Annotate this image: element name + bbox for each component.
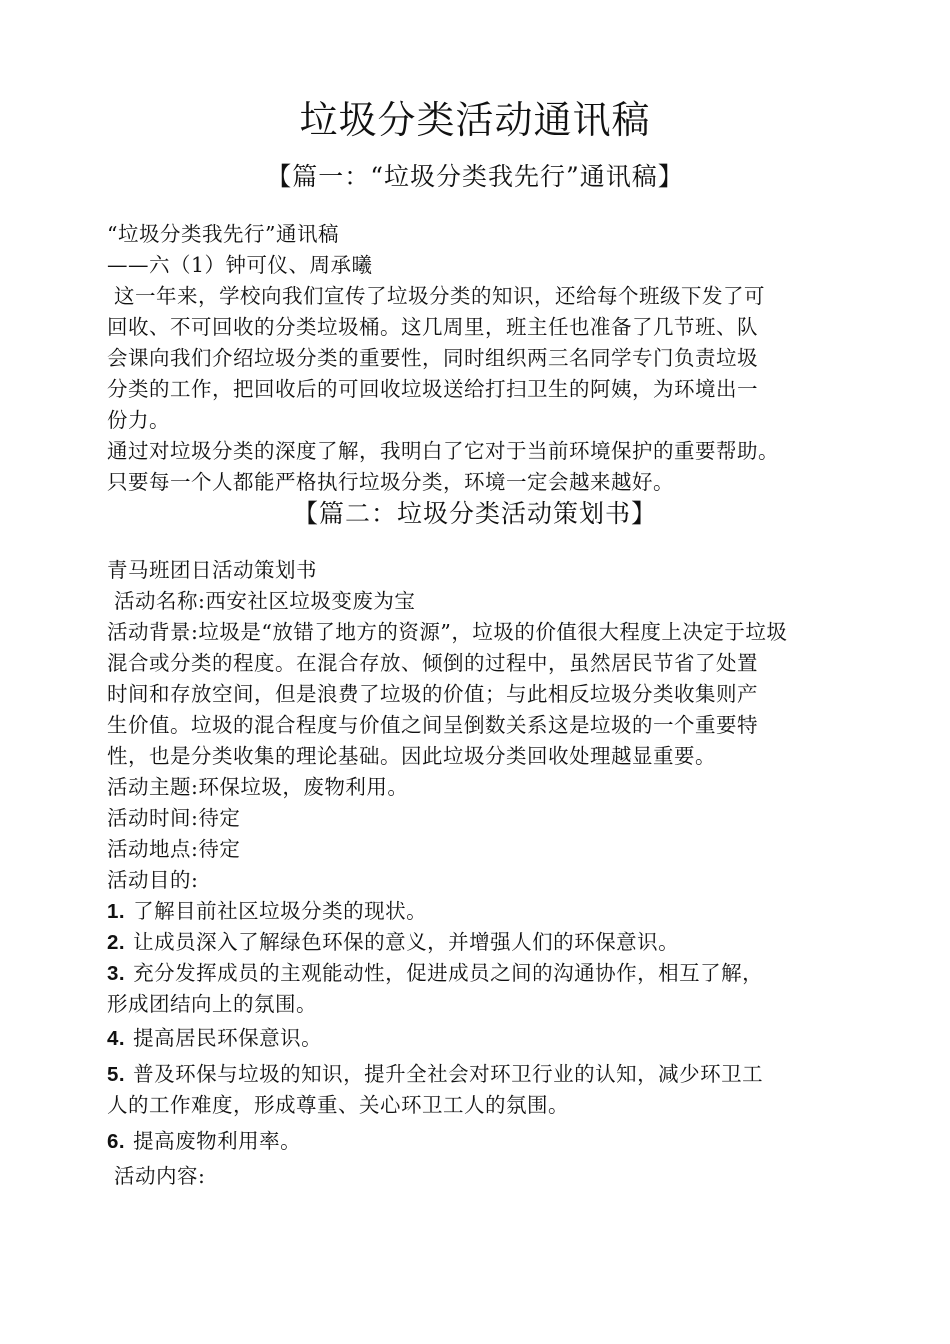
section-1-body [107, 219, 857, 498]
paragraph-line: 这一年来，学校向我们宣传了垃圾分类的知识，还给每个班级下发了可 [107, 284, 766, 308]
time-line: 活动时间:待定 [107, 806, 241, 830]
paragraph-line: 份力。 [107, 408, 170, 432]
paragraph-line: 通过对垃圾分类的深度了解，我明白了它对于当前环境保护的重要帮助。 [107, 439, 779, 463]
paragraph-line: 分类的工作，把回收后的可回收垃圾送给打扫卫生的阿姨，为环境出一 [107, 377, 758, 401]
background-line: 生价值。垃圾的混合程度与价值之间呈倒数关系这是垃圾的一个重要特 [107, 713, 758, 737]
goal-text-continued: 形成团结向上的氛围。 [107, 992, 317, 1016]
goal-item-6 [107, 1126, 857, 1157]
goals-label: 活动目的: [107, 868, 199, 892]
goal-item-2 [107, 927, 857, 958]
goal-text: 提高废物利用率。 [133, 1129, 302, 1153]
background-line: 时间和存放空间，但是浪费了垃圾的价值；与此相反垃圾分类收集则产 [107, 682, 758, 706]
content-label: 活动内容: [107, 1164, 206, 1188]
goal-item-4 [107, 1023, 857, 1054]
goal-text: 普及环保与垃圾的知识，提升全社会对环卫行业的认知，减少环卫工 [133, 1062, 764, 1086]
section-heading-1: 【篇一：“垃圾分类我先行”通讯稿】 [266, 162, 684, 191]
goal-text: 让成员深入了解绿色环保的意义，并增强人们的环保意识。 [133, 930, 680, 954]
goal-text-continued: 人的工作难度，形成尊重、关心环卫工人的氛围。 [107, 1093, 569, 1117]
background-line: 活动背景:垃圾是“放错了地方的资源”，垃圾的价值很大程度上决定于垃圾 [107, 620, 788, 644]
goal-number: 1. [107, 900, 126, 923]
goal-text: 了解目前社区垃圾分类的现状。 [133, 899, 428, 923]
plan-title-line: 青马班团日活动策划书 [107, 558, 317, 582]
goal-text: 充分发挥成员的主观能动性，促进成员之间的沟通协作，相互了解， [133, 961, 764, 985]
goal-text: 提高居民环保意识。 [133, 1026, 323, 1050]
goal-number: 5. [107, 1063, 126, 1086]
background-line: 性，也是分类收集的理论基础。因此垃圾分类回收处理越显重要。 [107, 744, 716, 768]
section-2-body [107, 555, 857, 896]
background-line: 混合或分类的程度。在混合存放、倾倒的过程中，虽然居民节省了处置 [107, 651, 758, 675]
activity-name-line: 活动名称:西安社区垃圾变废为宝 [107, 589, 416, 613]
paragraph-line: 会课向我们介绍垃圾分类的重要性，同时组织两三名同学专门负责垃圾 [107, 346, 758, 370]
paragraph-line: 回收、不可回收的分类垃圾桶。这几周里，班主任也准备了几节班、队 [107, 315, 758, 339]
section-heading-2: 【篇二：垃圾分类活动策划书】 [292, 499, 657, 528]
document-title: 垃圾分类活动通讯稿 [299, 98, 651, 142]
goal-item-3 [107, 958, 857, 1020]
theme-line: 活动主题:环保垃圾，废物利用。 [107, 775, 409, 799]
goal-number: 2. [107, 931, 126, 954]
goal-item-1 [107, 896, 857, 927]
content-section [107, 1161, 857, 1192]
goal-number: 4. [107, 1027, 126, 1050]
paragraph-line: 只要每一个人都能严格执行垃圾分类，环境一定会越来越好。 [107, 470, 674, 494]
goal-number: 6. [107, 1130, 126, 1153]
author-line: ——六（1）钟可仪、周承曦 [107, 253, 373, 277]
goal-number: 3. [107, 962, 126, 985]
location-line: 活动地点:待定 [107, 837, 241, 861]
goal-item-5 [107, 1059, 857, 1121]
article-title-line: “垃圾分类我先行”通讯稿 [107, 222, 339, 246]
